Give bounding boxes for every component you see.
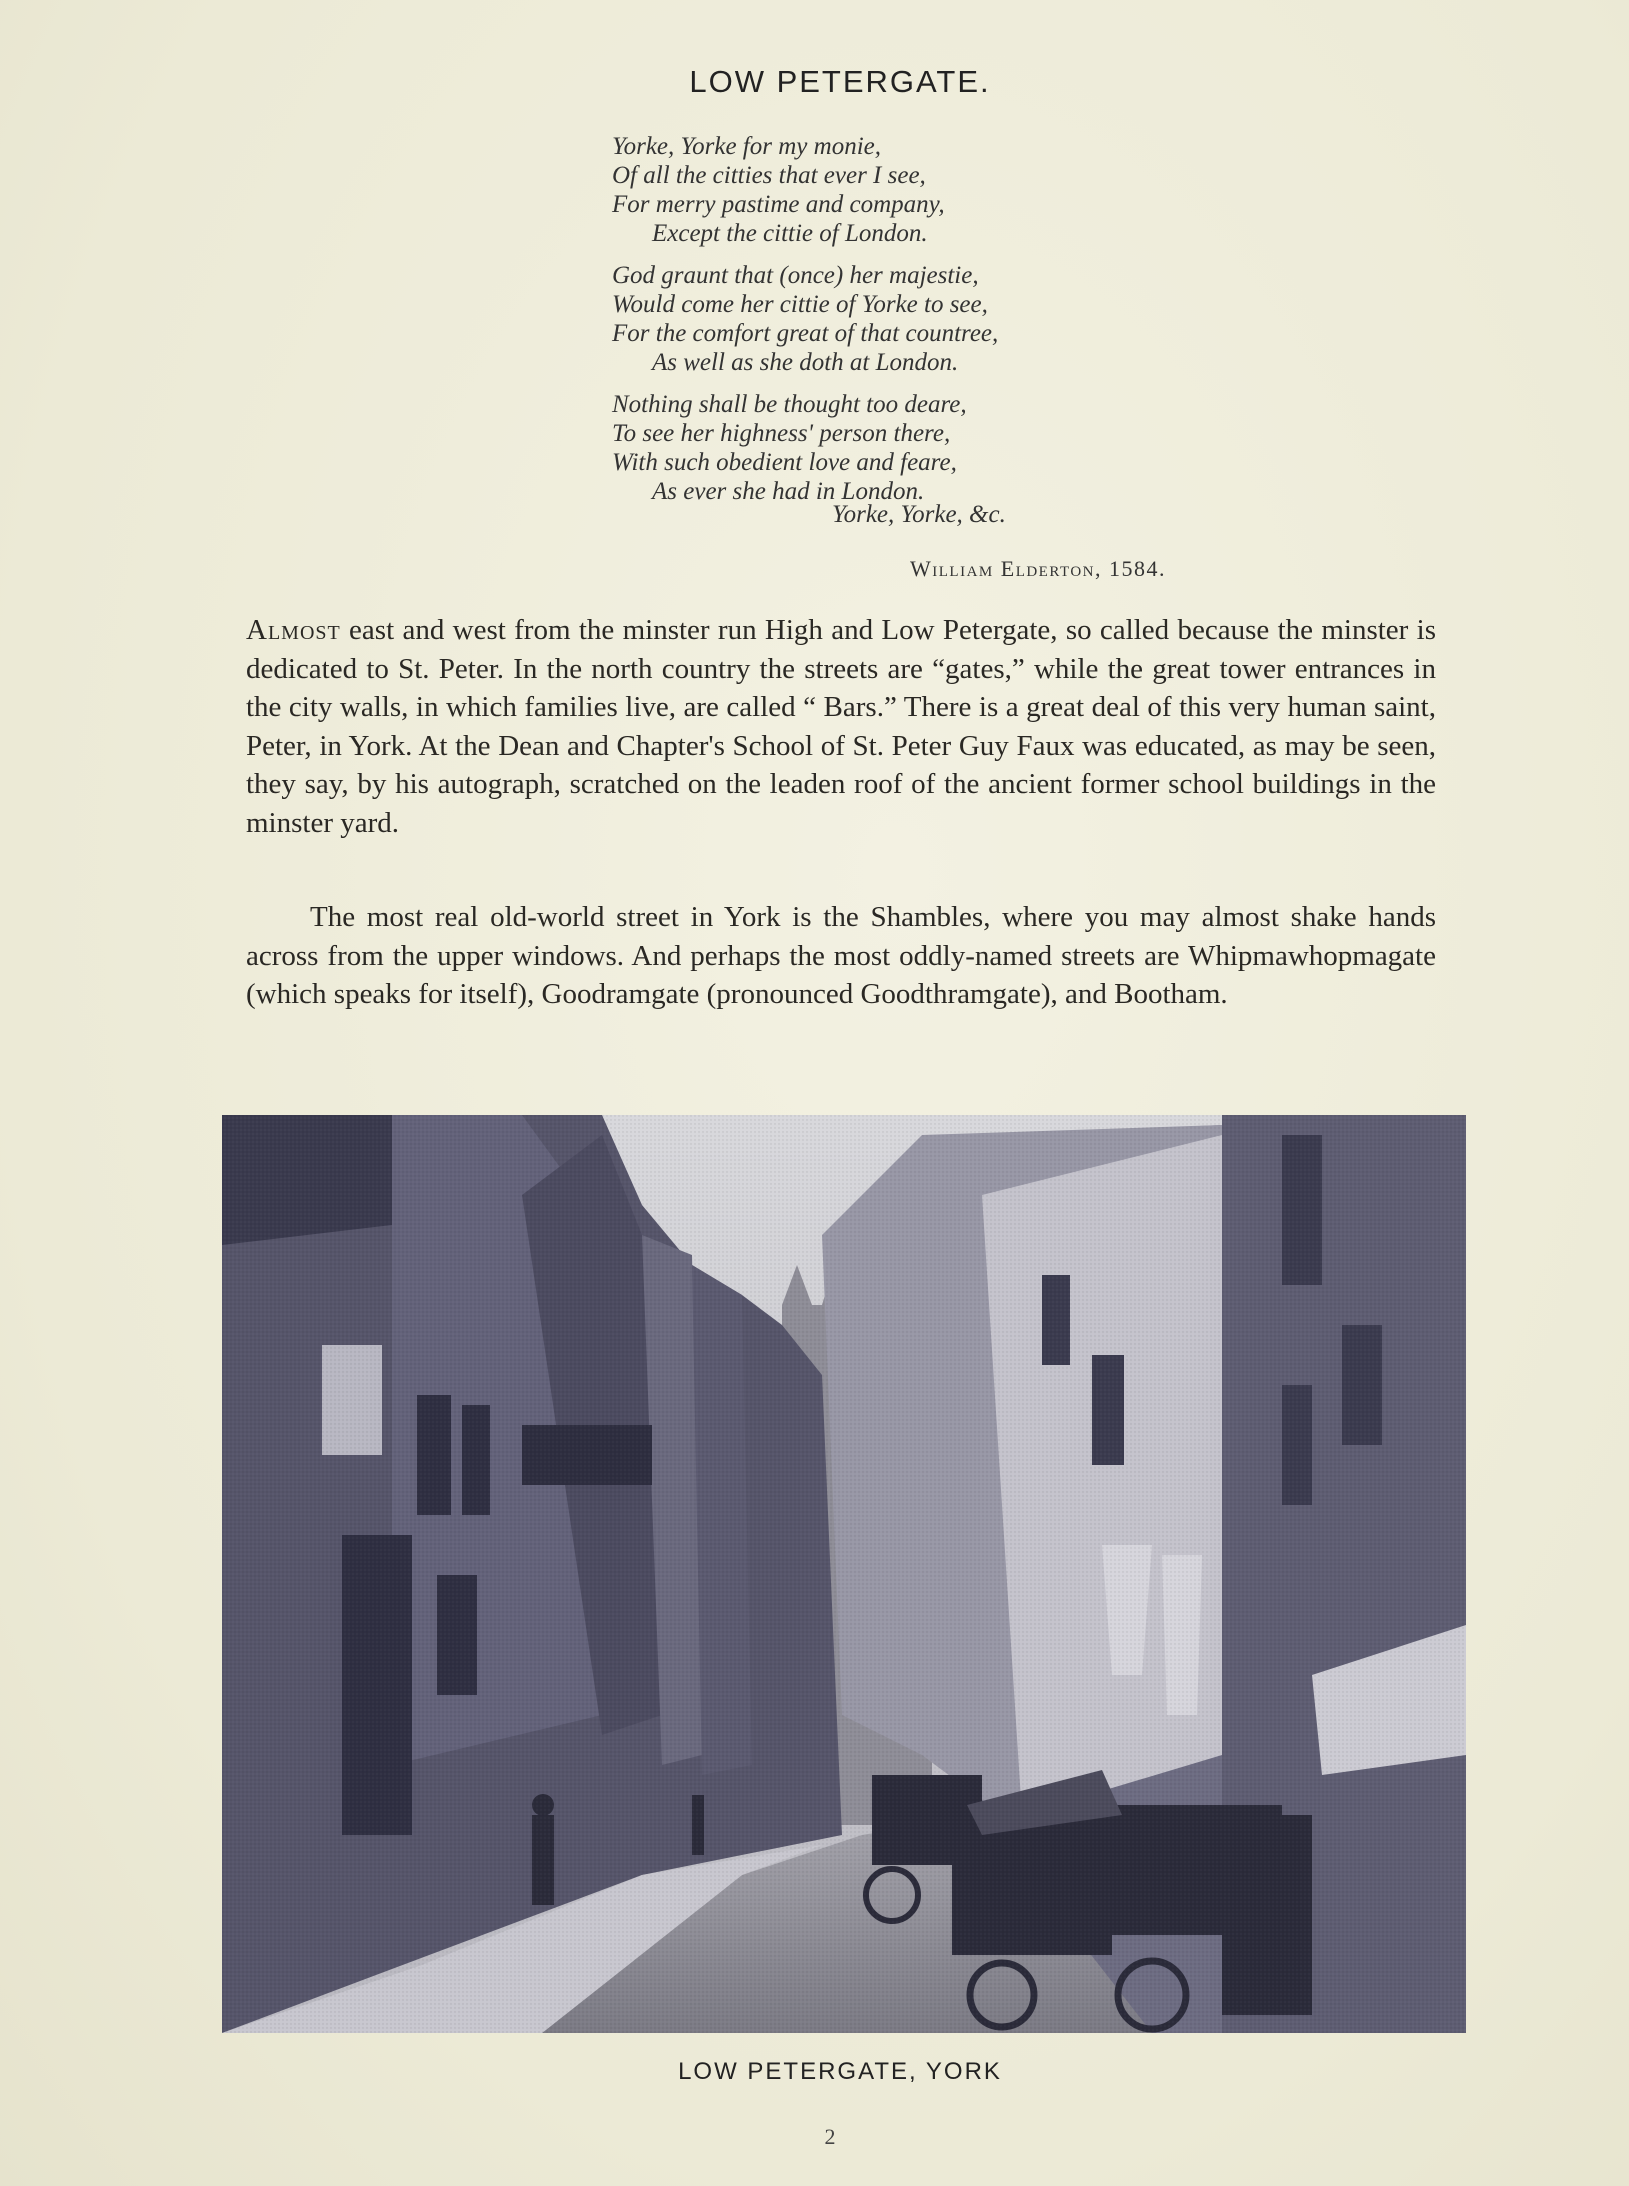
poem xyxy=(612,132,1312,542)
poem-line: As ever she had in London. xyxy=(652,478,925,505)
paragraph-text: east and west from the minster run High and Low Petergate, so called because the minster is dedicated to St. Peter. In the north country the streets are “gates,” while the great tower entrances in the city walls, in which families live, are called “ Bars.” There is a great deal of this very human saint, Peter, in York. At the Dean and Chapter's School of St. Peter Guy Faux was educated, as may be seen, they say, by his autograph, scratched on the leaden roof of the ancient former school buildings in the minster yard. xyxy=(246,614,1436,839)
poem-line: As well as she doth at London. xyxy=(652,349,959,376)
poem-line: God graunt that (once) her majestie, xyxy=(612,262,979,289)
photo-caption: LOW PETERGATE, YORK xyxy=(678,2058,1002,2085)
poem-line: For the comfort great of that countree, xyxy=(612,320,999,347)
poem-stanza xyxy=(612,132,1312,248)
poem-line: For merry pastime and company, xyxy=(612,191,945,218)
poem-line: Yorke, Yorke for my monie, xyxy=(612,133,881,160)
poem-line: With such obedient love and feare, xyxy=(612,449,957,476)
body-paragraph xyxy=(246,611,1436,842)
poem-line: Except the cittie of London. xyxy=(652,220,928,247)
poem-line: Of all the citties that ever I see, xyxy=(612,162,926,189)
paragraph-lead-word: Almost xyxy=(246,614,341,646)
street-photograph xyxy=(222,1115,1466,2033)
body-paragraph: The most real old-world street in York is the Shambles, where you may almost shake hands across from the upper windows. And perhaps the most oddly-named streets are Whipmawhopmagate (which speaks for itself), Goodramgate (pronounced Goodthramgate), and Bootham. xyxy=(246,901,1436,1010)
poem-line: Nothing shall be thought too deare, xyxy=(612,391,967,418)
poem-line: To see her highness' person there, xyxy=(612,420,951,447)
poem-stanza xyxy=(612,261,1312,377)
poem-stanza xyxy=(612,390,1312,529)
street-photo-illustration xyxy=(222,1115,1466,2033)
page-title: LOW PETERGATE. xyxy=(689,64,991,99)
poem-attribution: William Elderton, 1584. xyxy=(910,556,1167,581)
poem-line: Would come her cittie of Yorke to see, xyxy=(612,291,988,318)
poem-refrain: Yorke, Yorke, &c. xyxy=(832,501,1006,528)
page-number: 2 xyxy=(824,2124,836,2149)
